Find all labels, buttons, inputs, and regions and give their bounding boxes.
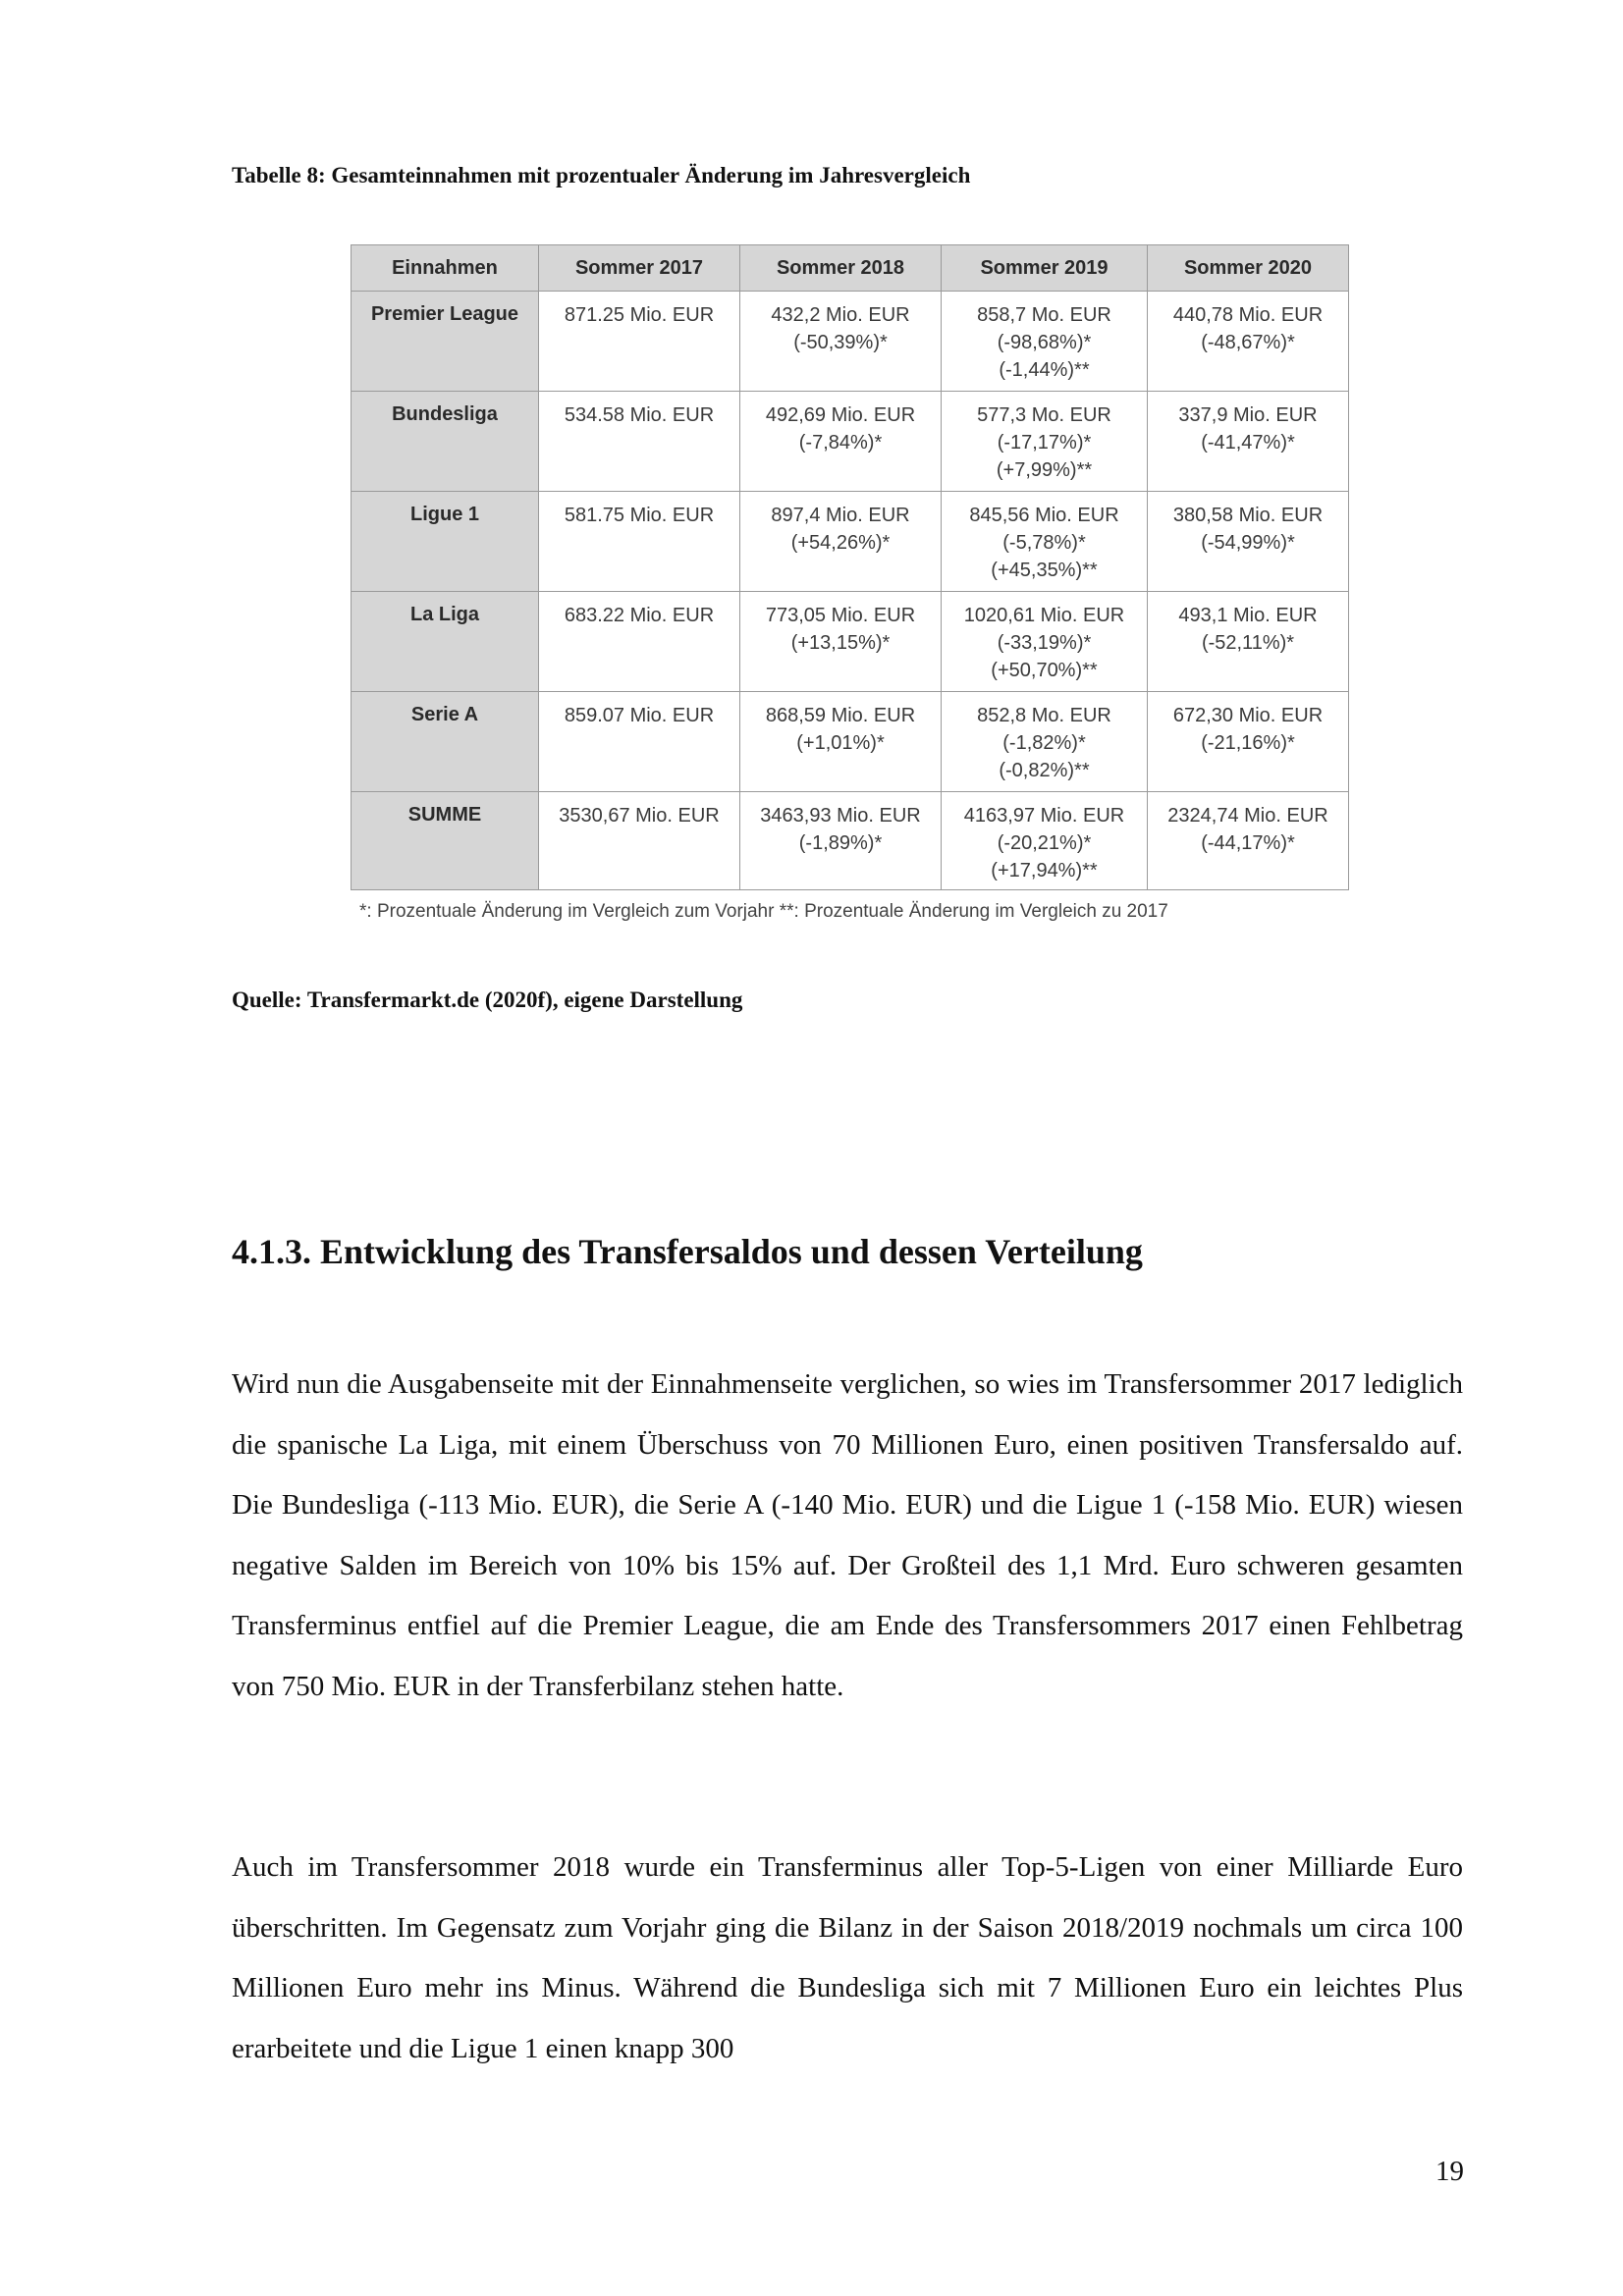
- table-row: [352, 492, 1349, 592]
- cell-line: 3463,93 Mio. EUR: [760, 805, 921, 827]
- revenue-table: [351, 244, 1349, 890]
- table-cell: [942, 692, 1148, 792]
- cell-line: (+13,15%)*: [790, 632, 891, 654]
- revenue-table-image: [351, 244, 1348, 890]
- table-cell: [740, 592, 942, 692]
- cell-line: 871.25 Mio. EUR: [564, 304, 715, 326]
- cell-line: 2324,74 Mio. EUR: [1167, 805, 1328, 827]
- cell-line: (+1,01%)*: [796, 732, 885, 754]
- cell-line: (+50,70%)**: [991, 660, 1098, 681]
- column-header: Sommer 2019: [942, 245, 1148, 292]
- table-row: [352, 692, 1349, 792]
- paragraph-text: Auch im Transfersommer 2018 wurde ein Transferminus aller Top-5-Ligen von einer Milliarde Euro überschritten. Im Gegensatz zum Vorjahr ging die Bilanz in der Saison 2018/2019 nochmals um circa 100 Millionen Euro mehr ins Minus. Während die Bundesliga sich mit 7 Millionen Euro ein leichtes Plus erarbeitete und die Ligue 1 einen knapp 300: [232, 1851, 1463, 2064]
- table-caption: Tabelle 8: Gesamteinnahmen mit prozentualer Änderung im Jahresvergleich: [232, 163, 971, 187]
- cell-line: 859.07 Mio. EUR: [564, 705, 715, 726]
- cell-line: 3530,67 Mio. EUR: [559, 805, 720, 827]
- cell-line: (+54,26%)*: [790, 532, 891, 554]
- paragraph: [232, 1838, 1463, 2079]
- cell-line: 852,8 Mo. EUR: [977, 705, 1111, 726]
- row-label: Ligue 1: [352, 492, 539, 592]
- cell-line: (+7,99%)**: [996, 459, 1093, 481]
- column-header: Sommer 2017: [539, 245, 740, 292]
- table-cell: [539, 592, 740, 692]
- table-cell: [942, 792, 1148, 890]
- row-label: Premier League: [352, 292, 539, 392]
- cell-line: (-41,47%)*: [1201, 432, 1295, 454]
- table-row: [352, 792, 1349, 890]
- table-cell: [1148, 492, 1349, 592]
- cell-line: (-7,84%)*: [798, 432, 883, 454]
- cell-line: 492,69 Mio. EUR: [765, 404, 916, 426]
- cell-line: (-44,17%)*: [1201, 832, 1295, 854]
- cell-line: 1020,61 Mio. EUR: [963, 605, 1125, 626]
- table-cell: [539, 492, 740, 592]
- table-header-row: [352, 245, 1349, 292]
- table-footnote: *: Prozentuale Änderung im Vergleich zum Vorjahr **: Prozentuale Änderung im Vergleich zu 2017: [359, 901, 1168, 922]
- cell-line: 773,05 Mio. EUR: [765, 605, 916, 626]
- table-cell: [539, 792, 740, 890]
- row-label: SUMME: [352, 792, 539, 890]
- cell-line: 440,78 Mio. EUR: [1172, 304, 1324, 326]
- paragraph: [232, 1355, 1463, 1717]
- cell-line: (-1,89%)*: [798, 832, 883, 854]
- column-header: Sommer 2020: [1148, 245, 1349, 292]
- cell-line: (-98,68%)*: [997, 332, 1092, 353]
- cell-line: (-54,99%)*: [1201, 532, 1295, 554]
- column-header: Sommer 2018: [740, 245, 942, 292]
- page-number: 19: [1435, 2156, 1464, 2187]
- table-cell: [539, 392, 740, 492]
- cell-line: 577,3 Mo. EUR: [977, 404, 1111, 426]
- cell-line: (-33,19%)*: [997, 632, 1092, 654]
- source-line: Quelle: Transfermarkt.de (2020f), eigene Darstellung: [232, 988, 743, 1012]
- table-cell: [1148, 292, 1349, 392]
- table-row: [352, 292, 1349, 392]
- cell-line: 493,1 Mio. EUR: [1178, 605, 1318, 626]
- row-label: Serie A: [352, 692, 539, 792]
- section-heading: 4.1.3. Entwicklung des Transfersaldos und dessen Verteilung: [232, 1232, 1143, 1271]
- cell-line: 858,7 Mo. EUR: [977, 304, 1111, 326]
- cell-line: (-52,11%)*: [1201, 632, 1295, 654]
- cell-line: 581.75 Mio. EUR: [564, 505, 715, 526]
- column-header: Einnahmen: [352, 245, 539, 292]
- table-cell: [942, 492, 1148, 592]
- row-label: La Liga: [352, 592, 539, 692]
- table-cell: [1148, 792, 1349, 890]
- cell-line: 534.58 Mio. EUR: [564, 404, 715, 426]
- table-cell: [740, 792, 942, 890]
- cell-line: 432,2 Mio. EUR: [771, 304, 910, 326]
- cell-line: 868,59 Mio. EUR: [765, 705, 916, 726]
- table-cell: [740, 392, 942, 492]
- cell-line: 897,4 Mio. EUR: [771, 505, 910, 526]
- cell-line: (-1,44%)**: [999, 359, 1090, 381]
- cell-line: 337,9 Mio. EUR: [1178, 404, 1318, 426]
- table-cell: [942, 392, 1148, 492]
- table-row: [352, 592, 1349, 692]
- cell-line: (-50,39%)*: [793, 332, 888, 353]
- paragraph-text: Wird nun die Ausgabenseite mit der Einnahmenseite verglichen, so wies im Transfersommer 2017 lediglich die spanische La Liga, mit einem Überschuss von 70 Millionen Euro, einen positiven Transfersaldo auf. Die Bundesliga (-113 Mio. EUR), die Serie A (-140 Mio. EUR) und die Ligue 1 (-158 Mio. EUR) wiesen negative Salden im Bereich von 10% bis 15% auf. Der Großteil des 1,1 Mrd. Euro schweren gesamten Transferminus entfiel auf die Premier League, die am Ende des Transfersommers 2017 einen Fehlbetrag von 750 Mio. EUR in der Transferbilanz stehen hatte.: [232, 1368, 1463, 1702]
- row-label: Bundesliga: [352, 392, 539, 492]
- table-cell: [942, 292, 1148, 392]
- cell-line: 683.22 Mio. EUR: [564, 605, 715, 626]
- cell-line: 845,56 Mio. EUR: [969, 505, 1119, 526]
- table-cell: [740, 492, 942, 592]
- cell-line: (+45,35%)**: [991, 560, 1098, 581]
- cell-line: 380,58 Mio. EUR: [1172, 505, 1324, 526]
- cell-line: (-48,67%)*: [1201, 332, 1295, 353]
- table-cell: [1148, 392, 1349, 492]
- table-cell: [539, 692, 740, 792]
- cell-line: (+17,94%)**: [991, 860, 1098, 881]
- cell-line: (-1,82%)*: [1002, 732, 1086, 754]
- table-cell: [942, 592, 1148, 692]
- table-cell: [740, 692, 942, 792]
- cell-line: (-17,17%)*: [997, 432, 1092, 454]
- cell-line: (-20,21%)*: [997, 832, 1092, 854]
- cell-line: (-21,16%)*: [1201, 732, 1295, 754]
- cell-line: (-5,78%)*: [1002, 532, 1086, 554]
- table-cell: [1148, 692, 1349, 792]
- table-cell: [740, 292, 942, 392]
- table-row: [352, 392, 1349, 492]
- table-cell: [539, 292, 740, 392]
- cell-line: 672,30 Mio. EUR: [1172, 705, 1324, 726]
- cell-line: (-0,82%)**: [999, 760, 1090, 781]
- cell-line: 4163,97 Mio. EUR: [963, 805, 1125, 827]
- table-cell: [1148, 592, 1349, 692]
